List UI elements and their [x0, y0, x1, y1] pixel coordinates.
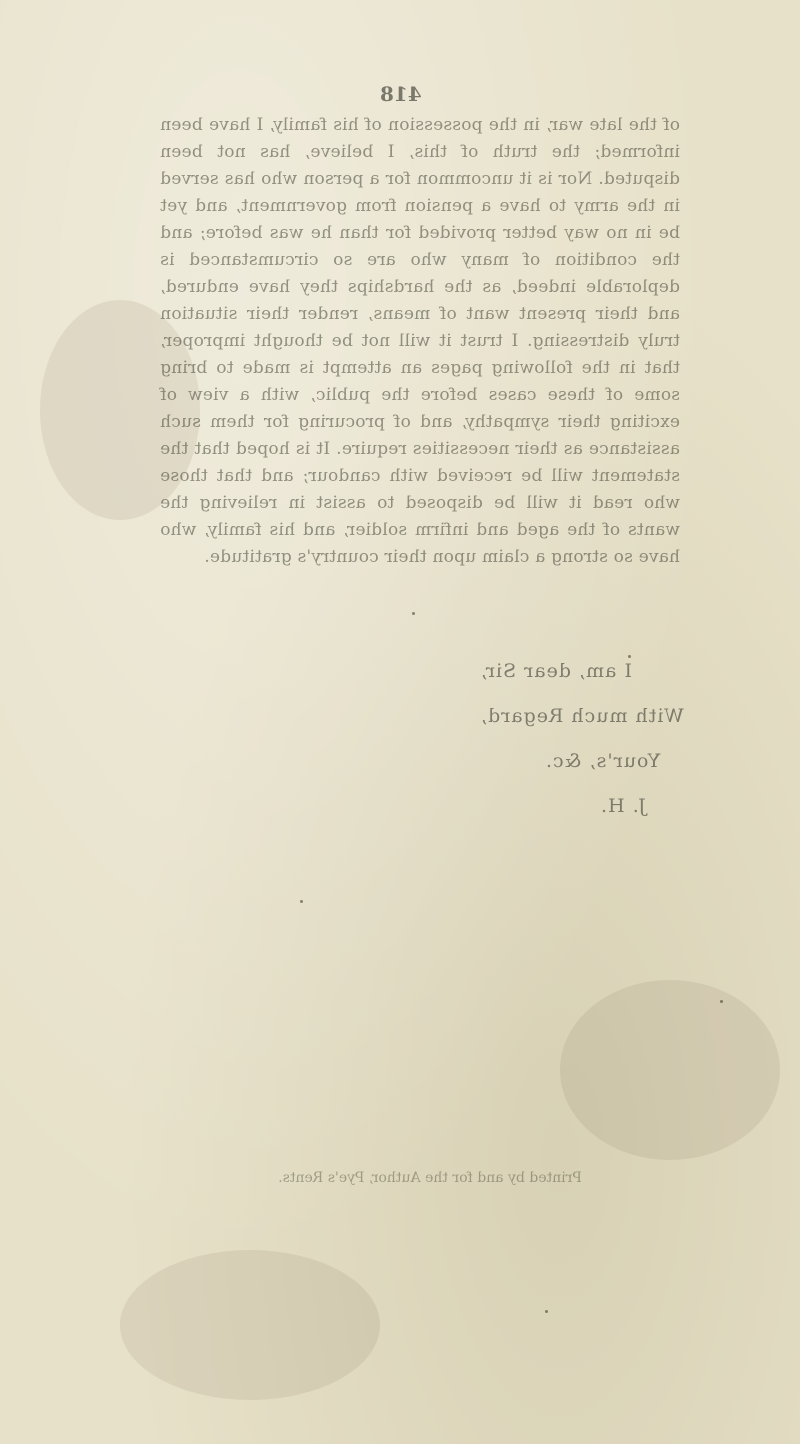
closing-line: With much Regard, — [480, 705, 684, 727]
signature: J. H. — [600, 795, 646, 817]
ink-speck — [300, 900, 303, 903]
paper-stain — [560, 980, 780, 1160]
page-number: 418 — [380, 82, 422, 106]
footnote: Printed by and for the Author, Pye's Rents. — [278, 1170, 582, 1186]
ink-speck — [412, 612, 415, 615]
ink-speck — [720, 1000, 723, 1003]
ink-speck — [628, 655, 631, 658]
bleed-through-paragraph: of the late war, in the possession of his family, I have been informed; the truth of this, I believe, has not been disputed. Nor is it uncommon for a person who has served in the army to have a pension from government, and yet be in no way better provided for than he was before; and the condition of many who are so circumstanced is deplorable indeed, as the hardships they have endured, and their present want of means, render their situation truly distressing. I trust it will not be thought improper, that in the following pages an attempt is made to bring some of these cases before the public, with a view of exciting their sympathy, and of procuring for them such assistance as their necessities require. It is hoped that the statement will be received with candour; and that those who read it will be disposed to assist in relieving the wants of the aged and infirm soldier, and his family, who have so strong a claim upon their country's gratitude. — [160, 115, 680, 567]
paper-stain — [120, 1250, 380, 1400]
closing-line: I am, dear Sir, — [480, 660, 632, 682]
closing-line: Your's, &c. — [545, 750, 661, 772]
ink-speck — [545, 1310, 548, 1313]
